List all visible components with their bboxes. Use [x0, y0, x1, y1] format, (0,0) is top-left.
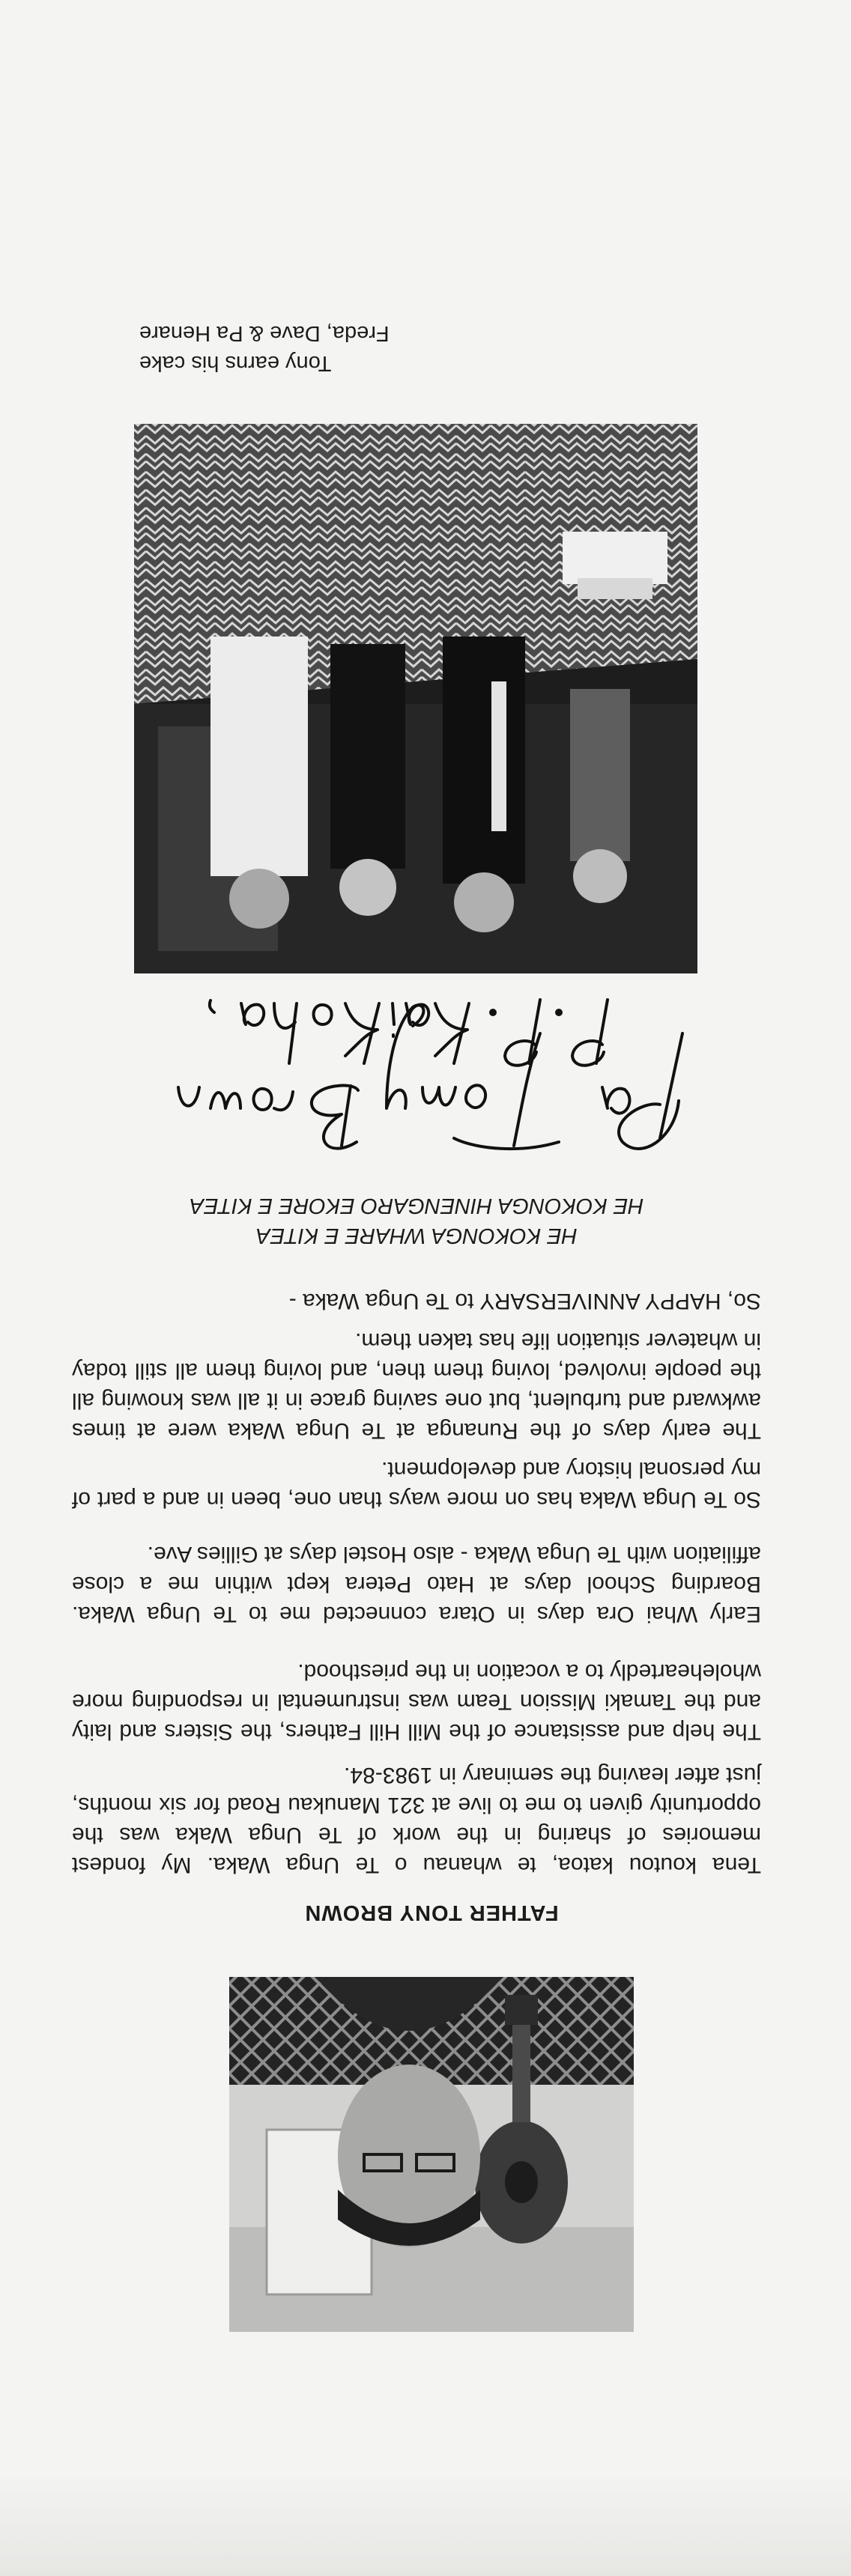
paragraph-affiliation: Early Whai Ora days in Otara connected me to Te Unga Waka. Boarding School days at Hato Petera kept within me a close affiliation with Te Unga Waka - also Hostel days at Gillies Ave.: [72, 1542, 761, 1626]
proverb: [72, 1191, 761, 1251]
proverb-line-2: HE KOKONGA HINENGARO EKORE E KITEA: [189, 1194, 644, 1218]
article-title: FATHER TONY BROWN: [304, 1901, 559, 1925]
paragraph-personal-history: So Te Unga Waka has on more ways than one, been in and a part of my personal history and development.: [72, 1457, 761, 1512]
cake-photo: [134, 424, 697, 973]
paragraph-memories: Tena koutou katoa, te whanau o Te Unga Waka. My fondest memories of sharing in the work of Te Unga Waka was the opportunity given to me to live at 321 Manukau Road for six months, just after leaving the seminary in 1983-84.: [72, 1763, 761, 1877]
proverb-line-1: HE KOKONGA WHARE E KITEA: [255, 1224, 578, 1248]
paragraph-runanga: The early days of the Runanga at Te Unga Waka were at times awkward and turbulent, but one saving grace in it all was knowing all the people involved, loving them then, and loving them all still today in whatever situation life has taken them.: [72, 1328, 761, 1443]
bleed-through-strip: [0, 2471, 851, 2576]
caption-line-1: Tony earns his cake: [139, 351, 332, 375]
handwritten-signature: [154, 988, 694, 1183]
photo-caption: [139, 318, 724, 378]
portrait-photo: [229, 1977, 634, 2332]
paragraph-priesthood: The help and assistance of the Mill Hill Fathers, the Sisters and laity and the Tamaki Mission Team was instrumental in responding more wholeheartedly to a vocation in the priesthood.: [72, 1659, 761, 1744]
anniversary-greeting: So, HAPPY ANNIVERSARY to Te Unga Waka -: [288, 1289, 761, 1313]
caption-line-2: Freda, Dave & Pa Henare: [139, 321, 390, 345]
